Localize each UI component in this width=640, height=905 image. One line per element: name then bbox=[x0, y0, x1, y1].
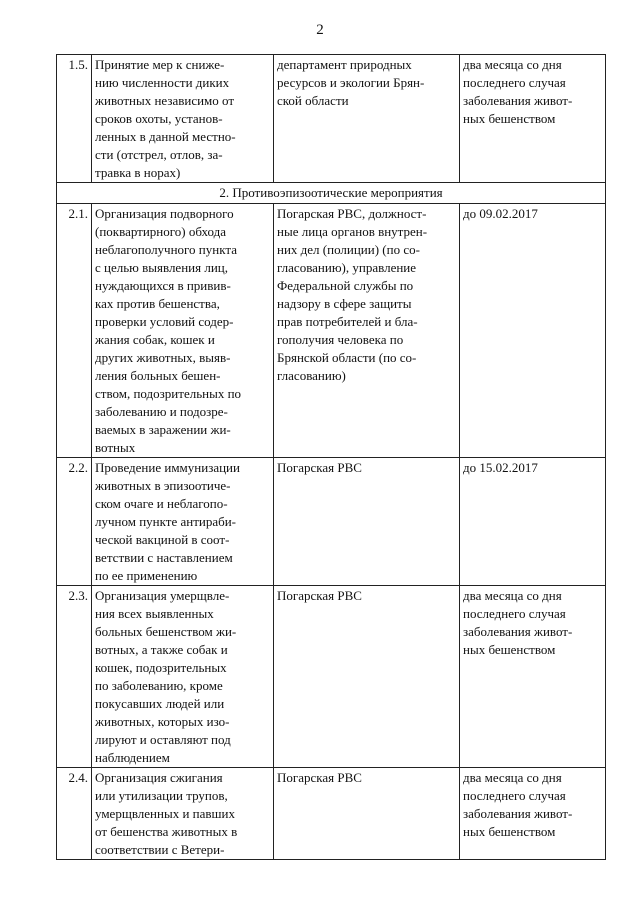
action-cell: Организация сжигания или утилизации трупов, умерщвленных и павших от бешенства животных в соответствии с Ветери- bbox=[92, 768, 274, 860]
action-cell: Принятие мер к сниже- нию численности диких животных независимо от сроков охоты, установ- ленных в данной местно- сти (отстрел, отлов, за- травка в норах) bbox=[92, 55, 274, 183]
table-row bbox=[57, 55, 606, 183]
term-cell: два месяца со дня последнего случая заболевания живот- ных бешенством bbox=[460, 55, 606, 183]
responsible-cell: Погарская РВС bbox=[274, 586, 460, 768]
row-number: 2.4. bbox=[57, 768, 92, 860]
action-cell: Проведение иммунизации животных в эпизоотиче- ском очаге и неблагопо- лучном пункте антираби- ческой вакциной в соот- ветствии с наставлением по ее применению bbox=[92, 458, 274, 586]
responsible-cell: Погарская РВС, должност- ные лица органов внутрен- них дел (полиции) (по со- гласованию), управление Федеральной службы по надзору в сфере защиты прав потребителей и бла- гополучия человека по Брянской области (по со- гласованию) bbox=[274, 204, 460, 458]
row-number: 1.5. bbox=[57, 55, 92, 183]
term-cell: до 09.02.2017 bbox=[460, 204, 606, 458]
term-cell: два месяца со дня последнего случая заболевания живот- ных бешенством bbox=[460, 586, 606, 768]
term-cell: до 15.02.2017 bbox=[460, 458, 606, 586]
responsible-cell: Погарская РВС bbox=[274, 458, 460, 586]
table-row bbox=[57, 204, 606, 458]
row-number: 2.2. bbox=[57, 458, 92, 586]
measures-table bbox=[56, 54, 606, 860]
table-row bbox=[57, 458, 606, 586]
responsible-cell: департамент природных ресурсов и экологии Брян- ской области bbox=[274, 55, 460, 183]
section-header-row bbox=[57, 183, 606, 204]
table-row bbox=[57, 768, 606, 860]
responsible-cell: Погарская РВС bbox=[274, 768, 460, 860]
section-title: 2. Противоэпизоотические мероприятия bbox=[57, 183, 606, 204]
action-cell: Организация умерщвле- ния всех выявленных больных бешенством жи- вотных, а также собак и кошек, подозрительных по заболеванию, кроме покусавших людей или животных, которых изо- лируют и оставляют под наблюдением bbox=[92, 586, 274, 768]
term-cell: два месяца со дня последнего случая заболевания живот- ных бешенством bbox=[460, 768, 606, 860]
row-number: 2.3. bbox=[57, 586, 92, 768]
row-number: 2.1. bbox=[57, 204, 92, 458]
action-cell: Организация подворного (поквартирного) обхода неблагополучного пункта с целью выявления лиц, нуждающихся в привив- ках против бешенства, проверки условий содер- жания собак, кошек и других животных, выяв- ления больных бешен- ством, подозрительных по заболеванию и подозре- ваемых в заражении жи- вотных bbox=[92, 204, 274, 458]
table-row bbox=[57, 586, 606, 768]
page-number: 2 bbox=[316, 22, 324, 38]
